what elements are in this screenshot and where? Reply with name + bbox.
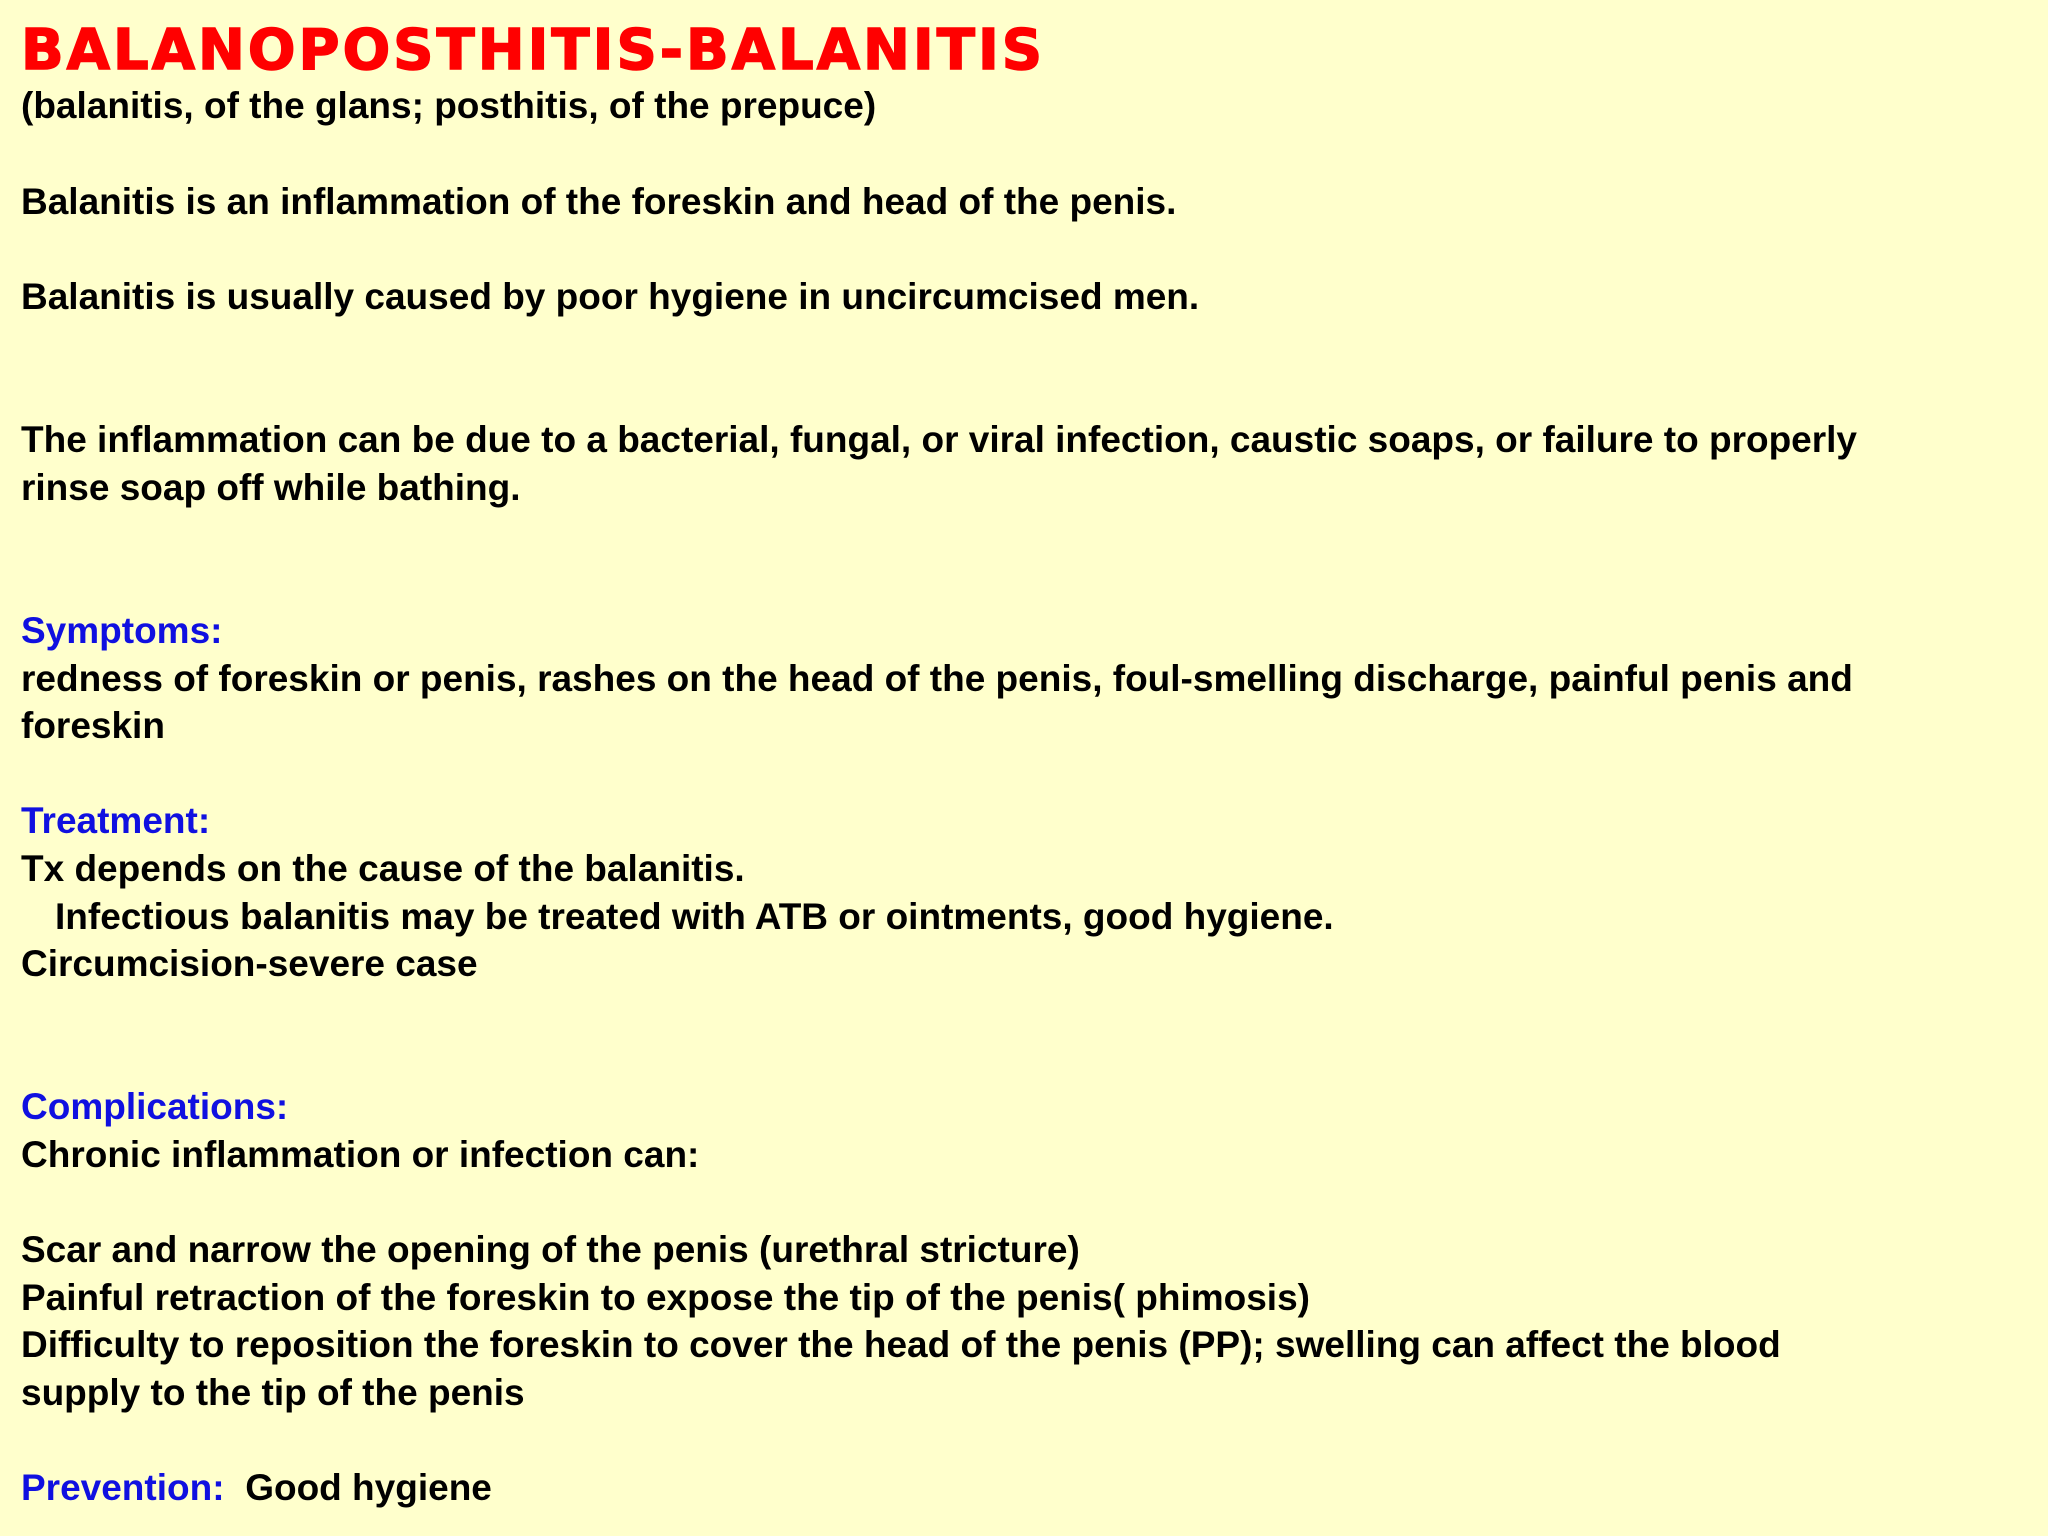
treatment-text-line-2: Infectious balanitis may be treated with ATB or ointments, good hygiene. [55, 896, 1334, 937]
prevention-row [21, 1464, 492, 1512]
symptoms-text-line-2: foreskin [21, 705, 165, 746]
definition-text: Balanitis is an inflammation of the foreskin and head of the penis. [21, 181, 1177, 222]
prevention-value: Good hygiene [245, 1467, 492, 1508]
complication-item-2: Painful retraction of the foreskin to expose the tip of the penis( phimosis) [21, 1277, 1310, 1318]
complication-item-3-line-1: Difficulty to reposition the foreskin to cover the head of the penis (PP); swelling can affect the blood [21, 1324, 1781, 1365]
treatment-text-line-1: Tx depends on the cause of the balanitis. [21, 848, 745, 889]
slide-title: BALANOPOSTHITIS-BALANITIS [21, 18, 1046, 83]
treatment-text-line-3: Circumcision-severe case [21, 943, 478, 984]
complications-heading: Complications: [21, 1086, 289, 1127]
symptoms-text-line-1: redness of foreskin or penis, rashes on the head of the penis, foul-smelling discharge, painful penis and [21, 658, 1853, 699]
subtitle: (balanitis, of the glans; posthitis, of the prepuce) [21, 85, 877, 126]
treatment-heading: Treatment: [21, 800, 211, 841]
cause-text: Balanitis is usually caused by poor hygiene in uncircumcised men. [21, 276, 1200, 317]
etiology-text-line-2: rinse soap off while bathing. [21, 467, 521, 508]
complications-intro: Chronic inflammation or infection can: [21, 1134, 700, 1175]
etiology-text-line-1: The inflammation can be due to a bacterial, fungal, or viral infection, caustic soaps, or failure to properly [21, 419, 1857, 460]
prevention-heading: Prevention: [21, 1467, 225, 1508]
symptoms-heading: Symptoms: [21, 610, 223, 651]
complication-item-3-line-2: supply to the tip of the penis [21, 1372, 525, 1413]
complication-item-1: Scar and narrow the opening of the penis (urethral stricture) [21, 1229, 1080, 1270]
